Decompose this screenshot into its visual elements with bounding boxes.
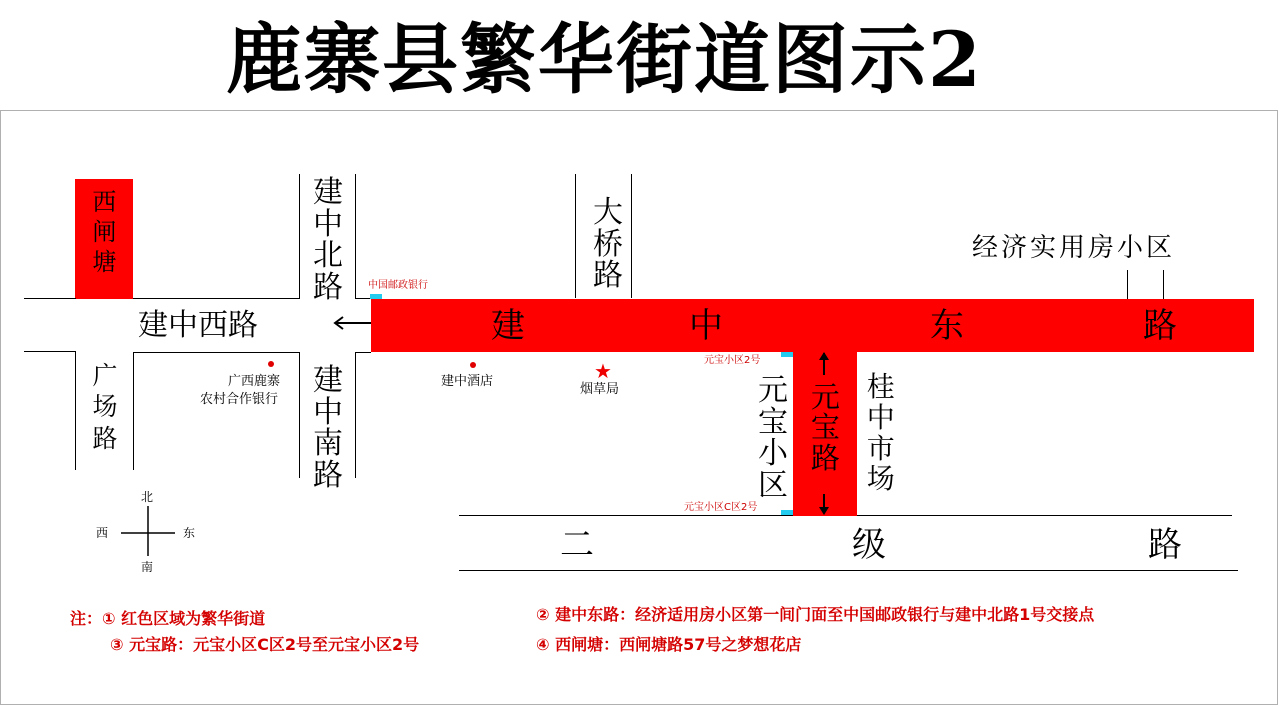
jianzhong-east-road-char: 中 [689,306,723,346]
rural-bank-marker [268,361,274,367]
road-edge [459,515,793,516]
road-edge [299,352,300,478]
jianzhong-hotel-marker [470,362,476,368]
guangchang-road-label: 广场路 [92,361,118,453]
yuanbao-c2-label: 元宝小区C区2号 [684,502,758,513]
road-edge [355,298,371,299]
road-edge [299,174,300,298]
erji-road-char: 二 [560,525,594,565]
jianzhong-west-road-label: 建中西路 [138,308,258,343]
tobacco-bureau-label: 烟草局 [580,382,620,397]
star-icon: ★ [594,359,612,383]
compass-icon [120,505,176,557]
road-edge [133,352,134,470]
yuanbao-2-marker [781,352,793,357]
yuanbao-road-label: 元宝路 [810,380,840,475]
daqiao-road-label: 大桥路 [593,195,623,293]
rural-bank-label-line2: 农村合作银行 [200,392,279,407]
road-edge [133,352,300,353]
jianzhong-east-road-char: 建 [491,306,525,346]
erji-road-char: 路 [1148,525,1182,565]
note-2: ② 建中东路：经济适用房小区第一间门面至中国邮政银行与建中北路1号交接点 [536,605,1095,624]
road-edge [631,174,632,298]
jianzhong-north-road-label: 建中北路 [313,175,343,305]
jianzhong-south-road-label: 建中南路 [313,363,343,493]
map-title: 鹿寨县繁华街道图示2 [226,15,983,104]
yuanbao-xiaoqu-label: 元宝小区 [758,373,788,503]
erji-road-char: 级 [852,525,886,565]
guizhong-market-label: 桂中市场 [866,370,895,496]
road-edge [24,298,76,299]
yuanbao-c2-marker [781,510,793,515]
post-bank-marker [370,294,382,299]
note-3: ③ 元宝路：元宝小区C区2号至元宝小区2号 [110,635,420,654]
south-arrow-icon [817,493,831,517]
road-edge [133,298,300,299]
note-4: ④ 西闸塘：西闸塘路57号之梦想花店 [536,635,802,654]
jingji-xiaoqu-label: 经济实用房小区 [972,233,1176,263]
compass-east: 东 [183,526,196,540]
compass-north: 北 [141,490,154,504]
compass-west: 西 [96,526,109,540]
road-edge [355,352,371,353]
jianzhong-east-road-char: 东 [930,306,964,346]
road-edge [459,570,1238,571]
compass-south: 南 [141,560,154,574]
road-edge [75,352,76,470]
road-edge [575,174,576,298]
note-1: 注：① 红色区域为繁华街道 [70,609,266,628]
rural-bank-label-line1: 广西鹿寨 [228,374,281,389]
post-bank-label: 中国邮政银行 [368,280,428,291]
road-edge [355,352,356,478]
road-edge [1127,270,1128,299]
road-edge [355,174,356,298]
xizhatang-label: 西闸塘 [92,188,117,276]
road-edge [1163,270,1164,299]
yuanbao-2-label: 元宝小区2号 [704,355,761,366]
jianzhong-hotel-label: 建中酒店 [441,374,494,389]
north-arrow-icon [817,350,831,376]
road-edge [857,515,1232,516]
west-arrow-icon [332,316,372,330]
jianzhong-east-road-char: 路 [1143,306,1177,346]
road-edge [24,351,76,352]
